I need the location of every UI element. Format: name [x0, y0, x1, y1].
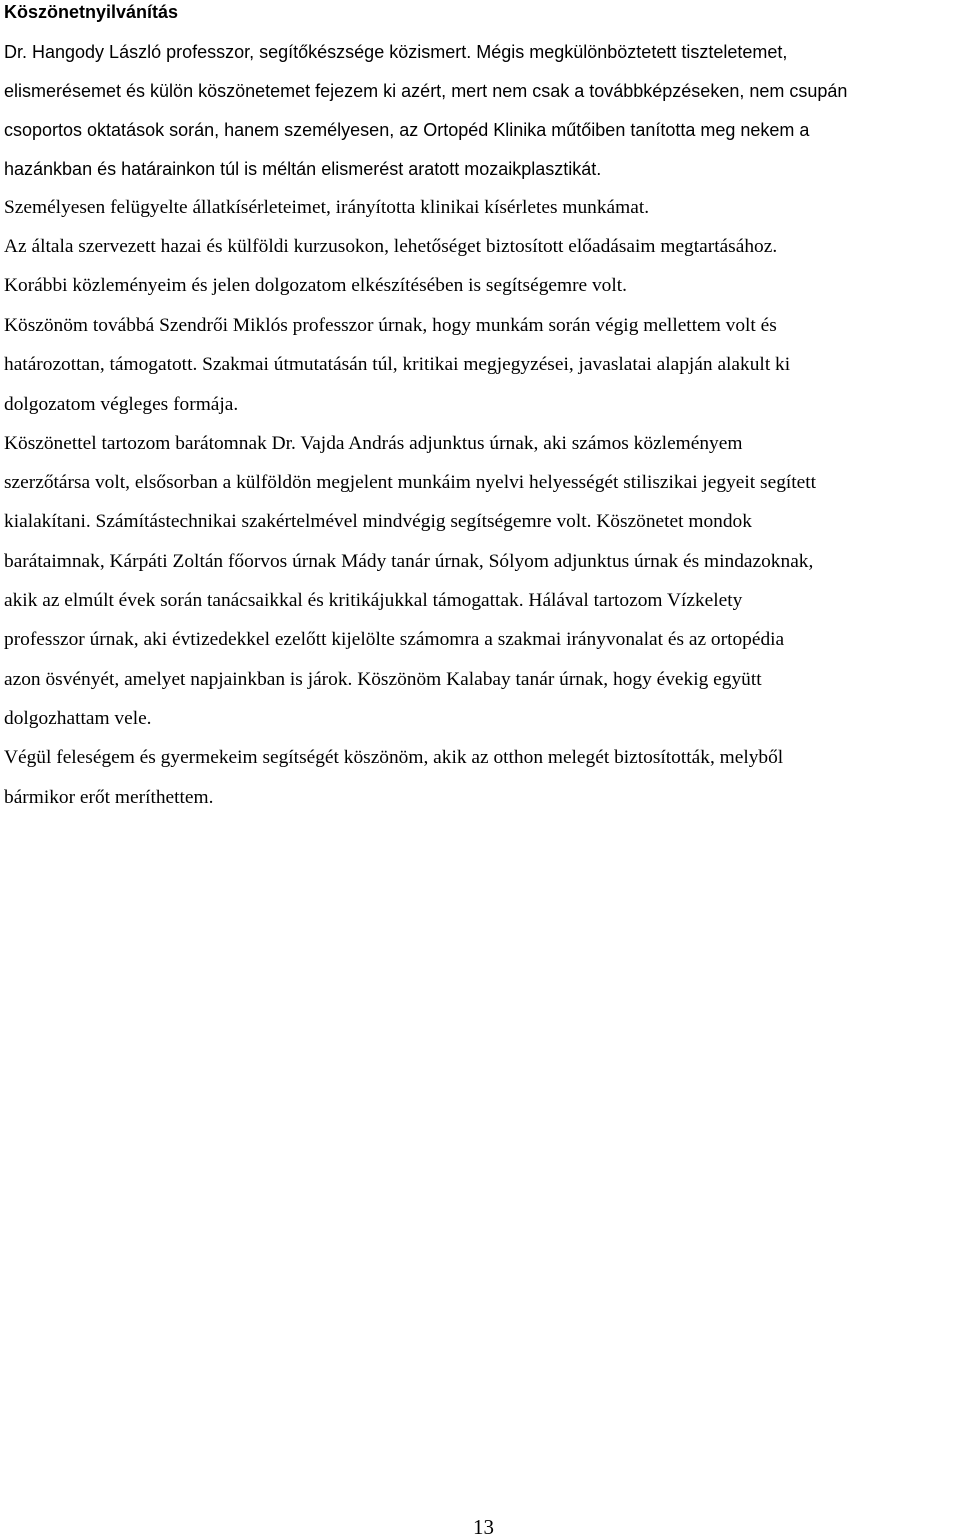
- text-line: határozottan, támogatott. Szakmai útmutatásán túl, kritikai megjegyzései, javaslatai alapján alakult ki: [4, 354, 791, 375]
- text-line: bármikor erőt meríthettem.: [4, 787, 214, 808]
- text-line: csoportos oktatások során, hanem személyesen, az Ortopéd Klinika műtőiben tanította meg nekem a: [4, 120, 810, 140]
- text-line: dolgozatom végleges formája.: [4, 394, 239, 415]
- page-heading: Köszönetnyilvánítás: [4, 2, 179, 22]
- text-line: Köszönöm továbbá Szendrői Miklós professzor úrnak, hogy munkám során végig mellettem volt és: [4, 315, 777, 336]
- text-line: Személyesen felügyelte állatkísérleteimet, irányította klinikai kísérletes munkámat.: [4, 197, 650, 218]
- text-line: szerzőtársa volt, elsősorban a külföldön megjelent munkáim nyelvi helyességét stiliszikai jegyeit segített: [4, 472, 817, 493]
- text-line: Dr. Hangody László professzor, segítőkészsége közismert. Mégis megkülönböztetett tiszteletemet,: [4, 42, 788, 62]
- text-line: dolgozhattam vele.: [4, 708, 152, 729]
- text-line: professzor úrnak, aki évtizedekkel ezelőtt kijelölte számomra a szakmai irányvonalat és az ortopédia: [4, 629, 785, 650]
- text-line: barátaimnak, Kárpáti Zoltán főorvos úrnak Mády tanár úrnak, Sólyom adjunktus úrnak és mindazoknak,: [4, 551, 814, 572]
- text-line: azon ösvényét, amelyet napjainkban is járok. Köszönöm Kalabay tanár úrnak, hogy évekig együtt: [4, 669, 762, 690]
- text-line: akik az elmúlt évek során tanácsaikkal és kritikájukkal támogattak. Hálával tartozom Vízkelety: [4, 590, 743, 611]
- text-line: Végül feleségem és gyermekeim segítségét köszönöm, akik az otthon melegét biztosították, melyből: [4, 747, 784, 768]
- text-line: Korábbi közleményeim és jelen dolgozatom elkészítésében is segítségemre volt.: [4, 275, 627, 296]
- text-line: Az általa szervezett hazai és külföldi kurzusokon, lehetőséget biztosított előadásaim megtartásához.: [4, 236, 778, 257]
- text-line: elismerésemet és külön köszönetemet fejezem ki azért, mert nem csak a továbbképzéseken, nem csupán: [4, 81, 848, 101]
- text-line: Köszönettel tartozom barátomnak Dr. Vajda András adjunktus úrnak, aki számos közleményem: [4, 433, 743, 454]
- text-line: hazánkban és határainkon túl is méltán elismerést aratott mozaikplasztikát.: [4, 159, 602, 179]
- page-number: 13: [473, 1515, 494, 1539]
- text-line: kialakítani. Számítástechnikai szakértelmével mindvégig segítségemre volt. Köszönetet mondok: [4, 511, 752, 532]
